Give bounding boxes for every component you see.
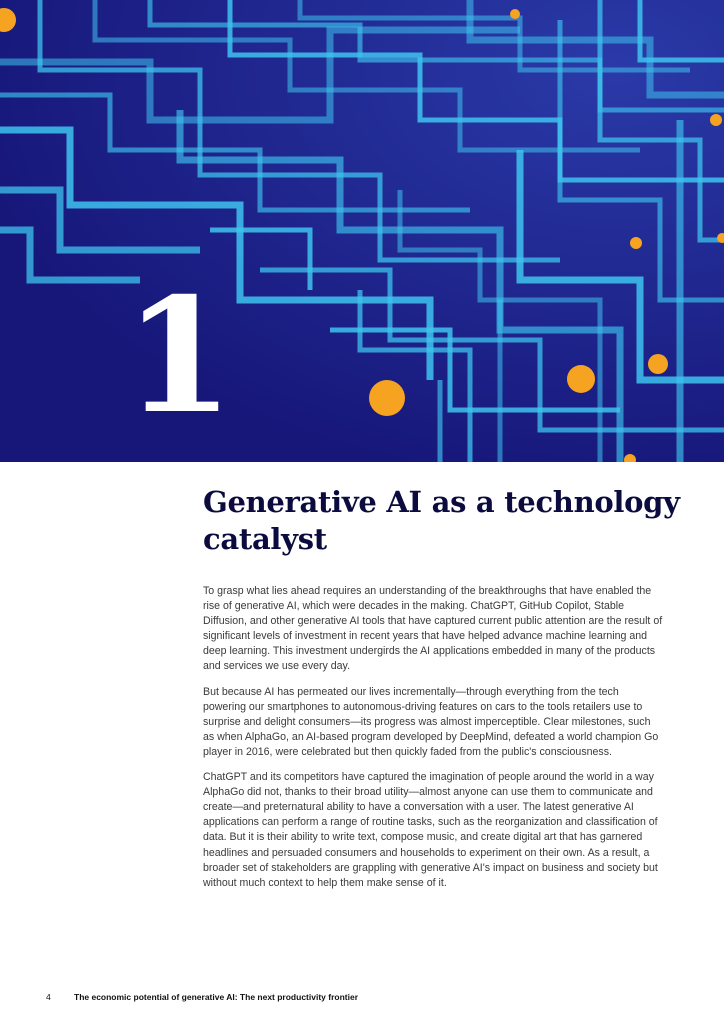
page-number: 4 bbox=[46, 992, 51, 1002]
paragraph: ChatGPT and its competitors have captured the imagination of people around the world in a way AlphaGo did not, thanks to their broad utility—almost anyone can use them to communicate and create—and preternatural ability to have a conversation with a user. The latest generative AI applications can perform a range of routine tasks, such as the reorganization and classification of data. But it is their ability to write text, compose music, and create digital art that has garnered headlines and persuaded consumers and households to experiment on their own. As a result, a broader set of stakeholders are grappling with generative AI's impact on business and society but without much context to help them make sense of it. bbox=[203, 771, 658, 889]
circuit-node bbox=[510, 9, 520, 19]
circuit-node bbox=[630, 237, 642, 249]
circuit-node bbox=[648, 354, 668, 374]
circuit-node bbox=[567, 365, 595, 393]
chapter-number: 1 bbox=[124, 264, 230, 449]
hero-image bbox=[0, 0, 724, 462]
circuit-lines-illustration bbox=[0, 0, 724, 462]
body-text bbox=[203, 584, 663, 901]
circuit-node bbox=[710, 114, 722, 126]
footer-title: The economic potential of generative AI: The next productivity frontier bbox=[74, 992, 358, 1002]
paragraph: But because AI has permeated our lives incrementally—through everything from the tech powering our smartphones to autonomous-driving features on cars to the tools retailers use to surprise and delight consumers—its progress was almost imperceptible. Clear milestones, such as when AlphaGo, an AI-based program developed by DeepMind, defeated a world champion Go player in 2016, were celebrated but then quickly faded from the public's consciousness. bbox=[203, 685, 659, 758]
page-footer bbox=[46, 992, 358, 1002]
paragraph: To grasp what lies ahead requires an understanding of the breakthroughs that have enabled the rise of generative AI, which were decades in the making. ChatGPT, GitHub Copilot, Stable Diffusion, and other generative AI tools that have captured current public attention are the result of significant levels of investment in recent years that have helped advance machine learning and deep learning. This investment undergirds the AI applications embedded in many of the products and services we use every day. bbox=[203, 585, 663, 673]
page-title: Generative AI as a technology catalyst bbox=[203, 485, 680, 556]
circuit-node bbox=[369, 380, 405, 416]
